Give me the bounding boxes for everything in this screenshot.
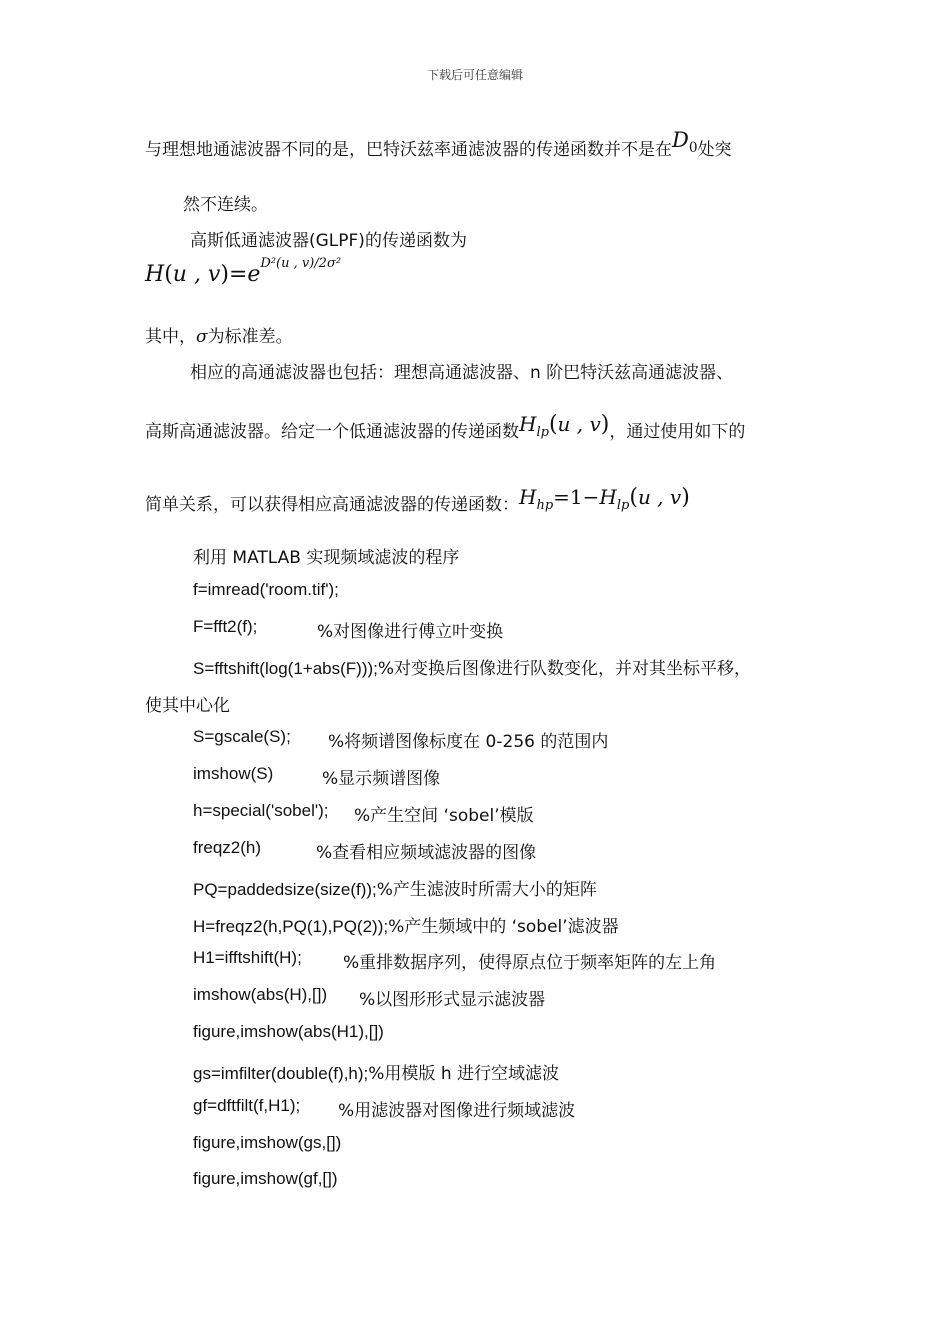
para1-line2: 然不连续。 xyxy=(183,195,268,215)
para2-line3: 简单关系，可以获得相应高通滤波器的传递函数：$H_{hp}=1-H_{lp}(u$ , v) xyxy=(145,485,690,515)
code-line: gf=dftfilt(f,H1); %用滤波器对图像进行频域滤波 xyxy=(193,1096,576,1121)
glpf-equation: H(u , $v)=e^{D^2(u , v)/2\sigma^2}$ xyxy=(145,256,342,287)
code-line: imshow(abs(H),[]) %以图形形式显示滤波器 xyxy=(193,985,546,1010)
code-line: figure,imshow(gf,[]) xyxy=(193,1169,338,1188)
code-line: f=imread('room.tif'); xyxy=(193,580,339,599)
para2-line1: 相应的高通滤波器也包括：理想高通滤波器、n 阶巴特沃兹高通滤波器、 xyxy=(190,363,734,383)
glpf-intro: 高斯低通滤波器(GLPF)的传递函数为 xyxy=(190,231,467,251)
code-line: freqz2(h) %查看相应频域滤波器的图像 xyxy=(193,838,537,863)
math-hlp: $H_{lp}(u$ , v) xyxy=(519,412,610,440)
page-header: 下载后可任意编辑 xyxy=(426,68,523,82)
code-line-continued: 使其中心化 xyxy=(145,696,230,716)
code-line: figure,imshow(gs,[]) xyxy=(193,1133,342,1152)
math-hhp: $H_{hp}=1-H_{lp}(u$ , v) xyxy=(519,485,690,513)
code-line: figure,imshow(abs(H1),[]) xyxy=(193,1022,384,1041)
para2-line2: 高斯高通滤波器。给定一个低通滤波器的传递函数$H_{lp}(u$ , v)，通过使用如下的 xyxy=(145,412,746,442)
code-line: gs=imfilter(double(f),h);%用模版 h 进行空域滤波 xyxy=(193,1064,560,1084)
code-line: S=fftshift(log(1+abs(F)));%对变换后图像进行队数变化，并对其坐标平移， xyxy=(193,659,752,679)
code-line: S=gscale(S); %将频谱图像标度在 0-256 的范围内 xyxy=(193,727,609,752)
para1-line1 xyxy=(145,128,732,164)
math-d0: $D_0$ xyxy=(672,128,698,157)
para1-text-a: 与理想地通滤波器不同的是，巴特沃兹率通滤波器的传递函数并不是在 xyxy=(145,140,672,160)
code-line: imshow(S) %显示频谱图像 xyxy=(193,764,441,789)
code-line: PQ=paddedsize(size(f));%产生滤波时所需大小的矩阵 xyxy=(193,880,597,900)
program-title: 利用 MATLAB 实现频域滤波的程序 xyxy=(193,548,460,568)
para1-text-b: 处突 xyxy=(697,140,732,160)
sigma-line: 其中，σ为标准差。 xyxy=(145,327,293,347)
code-line: H=freqz2(h,PQ(1),PQ(2));%产生频域中的 ‘sobel’滤波器 xyxy=(193,917,619,937)
code-line: F=fft2(f); %对图像进行傅立叶变换 xyxy=(193,617,504,642)
code-line: h=special('sobel'); %产生空间 ‘sobel’模版 xyxy=(193,801,534,826)
code-line: H1=ifftshift(H); %重排数据序列，使得原点位于频率矩阵的左上角 xyxy=(193,948,717,973)
